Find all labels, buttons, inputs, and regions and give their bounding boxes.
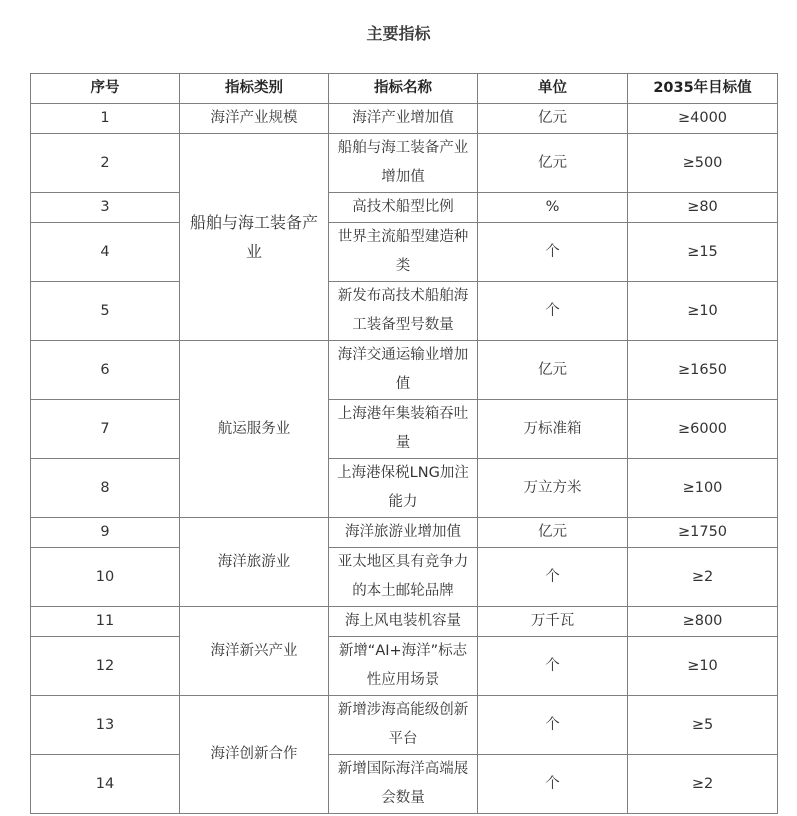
table-row [31,607,778,637]
indicator-name: 新发布高技术船舶海工装备型号数量 [329,282,478,341]
unit-cell: 个 [478,548,628,607]
row-number: 8 [31,459,180,518]
column-header: 2035年目标值 [628,74,778,104]
indicator-name: 上海港保税LNG加注能力 [329,459,478,518]
row-number: 2 [31,134,180,193]
table-row [31,637,778,696]
indicator-name: 世界主流船型建造种类 [329,223,478,282]
table-row [31,223,778,282]
page-title: 主要指标 [366,24,431,43]
table-row [31,104,778,134]
category-cell: 海洋旅游业 [180,518,329,607]
indicator-name: 高技术船型比例 [329,193,478,223]
target-cell: ≥80 [628,193,778,223]
indicator-name: 船舶与海工装备产业增加值 [329,134,478,193]
unit-cell: 万标准箱 [478,400,628,459]
column-header: 指标名称 [329,74,478,104]
unit-cell: 个 [478,755,628,814]
target-cell: ≥1750 [628,518,778,548]
target-cell: ≥5 [628,696,778,755]
category-cell: 海洋新兴产业 [180,607,329,696]
row-number: 9 [31,518,180,548]
unit-cell: 亿元 [478,518,628,548]
category-cell: 船舶与海工装备产业 [180,134,329,341]
target-cell: ≥500 [628,134,778,193]
target-cell: ≥100 [628,459,778,518]
unit-cell: 个 [478,637,628,696]
table-row [31,282,778,341]
target-cell: ≥4000 [628,104,778,134]
row-number: 7 [31,400,180,459]
category-cell: 航运服务业 [180,341,329,518]
indicator-name: 上海港年集装箱吞吐量 [329,400,478,459]
indicator-name: 海洋交通运输业增加值 [329,341,478,400]
target-cell: ≥2 [628,755,778,814]
table-row [31,755,778,814]
target-cell: ≥10 [628,282,778,341]
unit-cell: 亿元 [478,104,628,134]
row-number: 14 [31,755,180,814]
unit-cell: 个 [478,696,628,755]
table-row [31,459,778,518]
row-number: 11 [31,607,180,637]
row-number: 1 [31,104,180,134]
table-row [31,400,778,459]
category-cell: 海洋创新合作 [180,696,329,814]
row-number: 10 [31,548,180,607]
unit-cell: 亿元 [478,341,628,400]
unit-cell: 万立方米 [478,459,628,518]
indicators-table [30,73,778,814]
table-row [31,193,778,223]
table-row [31,518,778,548]
indicator-name: 新增国际海洋高端展会数量 [329,755,478,814]
indicator-name: 亚太地区具有竞争力的本土邮轮品牌 [329,548,478,607]
target-cell: ≥800 [628,607,778,637]
unit-cell: 个 [478,223,628,282]
row-number: 12 [31,637,180,696]
unit-cell: 亿元 [478,134,628,193]
column-header: 单位 [478,74,628,104]
table-row [31,696,778,755]
indicator-name: 新增涉海高能级创新平台 [329,696,478,755]
column-header: 序号 [31,74,180,104]
indicator-name: 海上风电装机容量 [329,607,478,637]
unit-cell: % [478,193,628,223]
category-cell: 海洋产业规模 [180,104,329,134]
indicator-name: 海洋旅游业增加值 [329,518,478,548]
row-number: 5 [31,282,180,341]
row-number: 13 [31,696,180,755]
target-cell: ≥10 [628,637,778,696]
unit-cell: 个 [478,282,628,341]
table-row [31,548,778,607]
target-cell: ≥6000 [628,400,778,459]
target-cell: ≥15 [628,223,778,282]
table-row [31,341,778,400]
target-cell: ≥1650 [628,341,778,400]
table-row [31,134,778,193]
row-number: 6 [31,341,180,400]
row-number: 3 [31,193,180,223]
header-row [31,74,778,104]
indicator-name: 海洋产业增加值 [329,104,478,134]
column-header: 指标类别 [180,74,329,104]
target-cell: ≥2 [628,548,778,607]
row-number: 4 [31,223,180,282]
unit-cell: 万千瓦 [478,607,628,637]
indicator-name: 新增“AI+海洋”标志性应用场景 [329,637,478,696]
